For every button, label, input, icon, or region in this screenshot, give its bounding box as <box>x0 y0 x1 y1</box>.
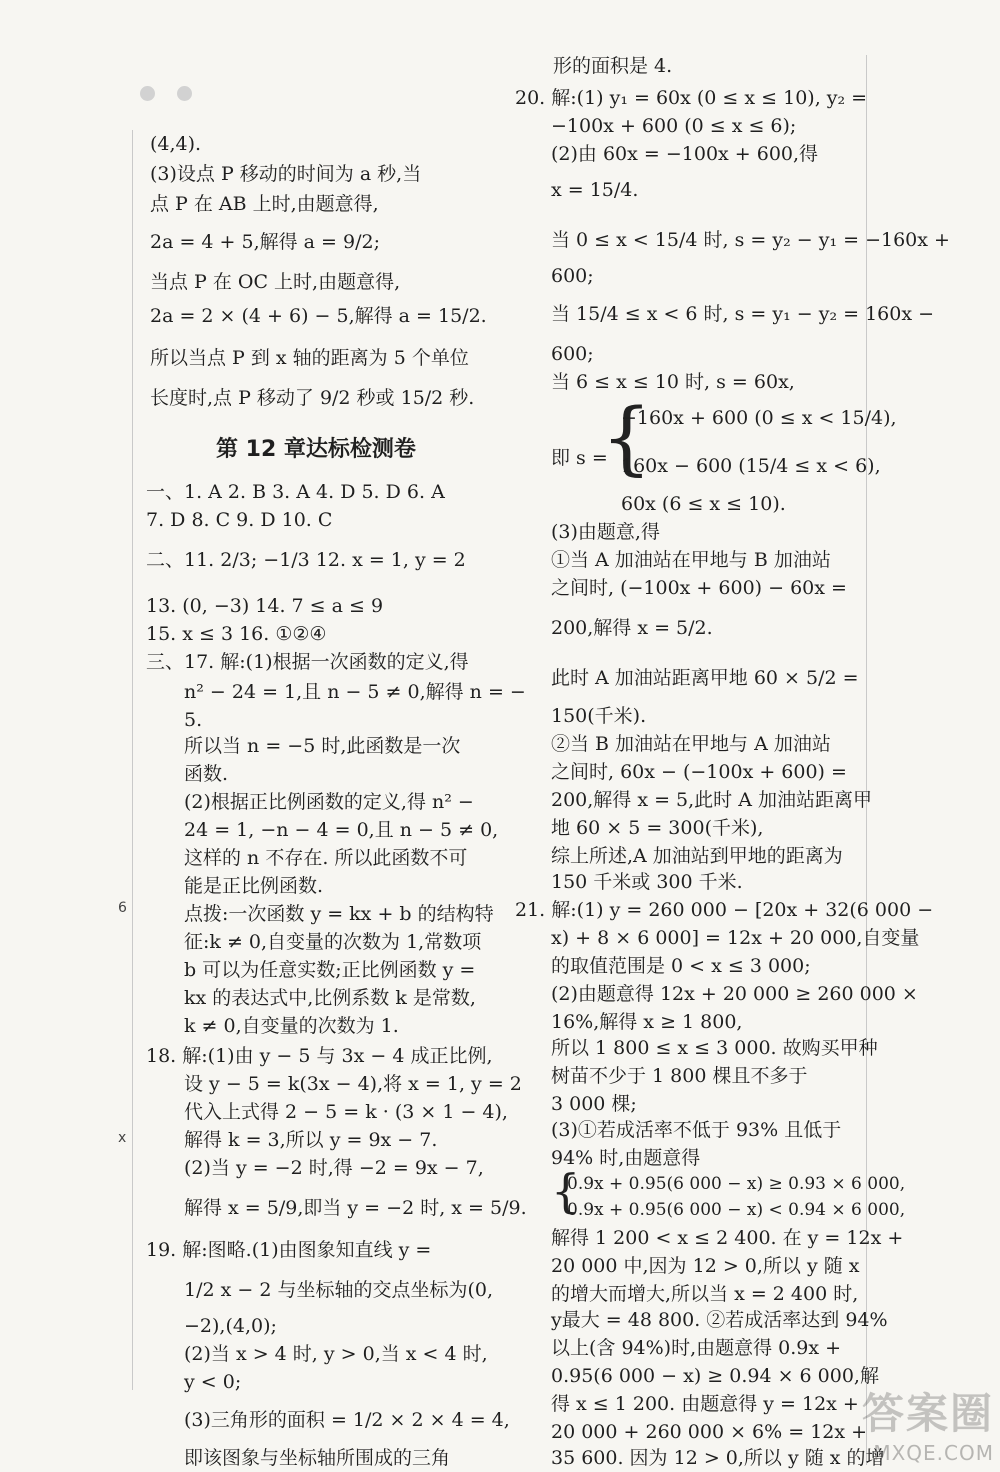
q20-line: −100x + 600 (0 ≤ x ≤ 6); <box>551 115 797 137</box>
q18-line: 设 y − 5 = k(3x − 4),将 x = 1, y = 2 <box>184 1073 522 1095</box>
text-line: 当点 P 在 OC 上时,由题意得, <box>150 271 401 293</box>
q20-part3-line: 此时 A 加油站距离甲地 60 × 5/2 = <box>551 667 859 689</box>
q21-line: 21. 解:(1) y = 260 000 − [20x + 32(6 000 − <box>515 899 934 921</box>
dot-icon <box>140 86 155 101</box>
q20-line: 当 0 ≤ x < 15/4 时, s = y₂ − y₁ = −160x + <box>551 229 950 251</box>
q20-part3-line: 200,解得 x = 5,此时 A 加油站距离甲 <box>551 789 872 811</box>
left-page-rule <box>132 130 133 1390</box>
text-line: 形的面积是 4. <box>553 55 673 77</box>
q21-line: 的取值范围是 0 < x ≤ 3 000; <box>551 955 811 977</box>
piecewise-case: −160x + 600 (0 ≤ x < 15/4), <box>621 407 897 429</box>
q17-tip-line: b 可以为任意实数;正比例函数 y = <box>184 959 476 981</box>
watermark-logo: 答案圈 <box>861 1389 994 1438</box>
decorative-dots <box>140 86 214 105</box>
watermark-url: MXQE.COM <box>873 1441 994 1465</box>
q17-tip-line: 征:k ≠ 0,自变量的次数为 1,常数项 <box>184 931 482 953</box>
q17-line: 三、17. 解:(1)根据一次函数的定义,得 <box>146 651 469 673</box>
q21-line: 以上(含 94%)时,由题意得 0.9x + <box>551 1337 842 1359</box>
q17-line: 5. <box>184 709 203 731</box>
q18-line: 解得 k = 3,所以 y = 9x − 7. <box>184 1129 438 1151</box>
text-line: 点 P 在 AB 上时,由题意得, <box>150 193 379 215</box>
q17-line: 函数. <box>184 763 229 785</box>
q18-line: (2)当 y = −2 时,得 −2 = 9x − 7, <box>184 1157 484 1179</box>
q17-line: 24 = 1, −n − 4 = 0,且 n − 5 ≠ 0, <box>184 819 499 841</box>
q18-line: 解得 x = 5/9,即当 y = −2 时, x = 5/9. <box>184 1197 527 1219</box>
q20-line: 600; <box>551 343 594 365</box>
left-brace-icon: { <box>601 391 652 484</box>
q20-part3-line: (3)由题意,得 <box>551 521 660 543</box>
q20-part3-line: 之间时, (−100x + 600) − 60x = <box>551 577 847 599</box>
q21-line: 20 000 中,因为 12 > 0,所以 y 随 x <box>551 1255 860 1277</box>
text-line: 长度时,点 P 移动了 9/2 秒或 15/2 秒. <box>150 387 475 409</box>
q20-line: x = 15/4. <box>551 179 639 201</box>
q21-line: 所以 1 800 ≤ x ≤ 3 000. 故购买甲种 <box>551 1037 878 1059</box>
q18-line: 18. 解:(1)由 y − 5 与 3x − 4 成正比例, <box>146 1045 493 1067</box>
q20-part3-line: 地 60 × 5 = 300(千米), <box>551 817 764 839</box>
text-line: (3)设点 P 移动的时间为 a 秒,当 <box>150 163 422 185</box>
q21-line: 20 000 + 260 000 × 6% = 12x + <box>551 1421 868 1443</box>
left-brace-icon: { <box>551 1164 581 1218</box>
q21-line: 的增大而增大,所以当 x = 2 400 时, <box>551 1283 859 1305</box>
q21-line: y最大 = 48 800. ②若成活率达到 94% <box>551 1309 888 1331</box>
q21-line: 35 600. 因为 12 > 0,所以 y 随 x 的增 <box>551 1447 885 1469</box>
answer-line: 7. D 8. C 9. D 10. C <box>146 509 333 531</box>
q20-part3-line: 200,解得 x = 5/2. <box>551 617 713 639</box>
answer-line: 二、11. 2/3; −1/3 12. x = 1, y = 2 <box>146 549 466 571</box>
q21-line: 3 000 棵; <box>551 1093 637 1115</box>
q19-line: (2)当 x > 4 时, y > 0,当 x < 4 时, <box>184 1343 488 1365</box>
q20-line: 20. 解:(1) y₁ = 60x (0 ≤ x ≤ 10), y₂ = <box>515 87 868 109</box>
text-line: 所以当点 P 到 x 轴的距离为 5 个单位 <box>150 347 469 369</box>
section-title: 第 12 章达标检测卷 <box>216 437 416 462</box>
q19-line: (3)三角形的面积 = 1/2 × 2 × 4 = 4, <box>184 1409 510 1431</box>
right-page-rule <box>866 55 867 1465</box>
piecewise-case: 160x − 600 (15/4 ≤ x < 6), <box>621 455 881 477</box>
q17-line: 所以当 n = −5 时,此函数是一次 <box>184 735 461 757</box>
answer-line: 15. x ≤ 3 16. ①②④ <box>146 623 327 645</box>
answer-line: 13. (0, −3) 14. 7 ≤ a ≤ 9 <box>146 595 384 617</box>
text-line: 2a = 2 × (4 + 6) − 5,解得 a = 15/2. <box>150 305 487 327</box>
q20-part3-line: 之间时, 60x − (−100x + 600) = <box>551 761 847 783</box>
q21-line: x) + 8 × 6 000] = 12x + 20 000,自变量 <box>551 927 920 949</box>
q17-line: (2)根据正比例函数的定义,得 n² − <box>184 791 474 813</box>
dot-icon <box>177 86 192 101</box>
q21-line: 解得 1 200 < x ≤ 2 400. 在 y = 12x + <box>551 1227 904 1249</box>
answer-line: 一、1. A 2. B 3. A 4. D 5. D 6. A <box>146 481 445 503</box>
q21-line: (3)①若成活率不低于 93% 且低于 <box>551 1119 842 1141</box>
q19-line: 19. 解:图略.(1)由图象知直线 y = <box>146 1239 432 1261</box>
piecewise-label: 即 s = <box>551 447 608 469</box>
margin-mark-6: 6 <box>118 900 127 916</box>
q21-line: 得 x ≤ 1 200. 由题意得 y = 12x + <box>551 1393 859 1415</box>
piecewise-case: 60x (6 ≤ x ≤ 10). <box>621 493 786 515</box>
margin-mark-x: x <box>118 1130 127 1146</box>
q17-tip-line: kx 的表达式中,比例系数 k 是常数, <box>184 987 476 1009</box>
q19-line: −2),(4,0); <box>184 1315 277 1337</box>
q20-part3-line: ②当 B 加油站在甲地与 A 加油站 <box>551 733 831 755</box>
q17-tip-line: k ≠ 0,自变量的次数为 1. <box>184 1015 399 1037</box>
q17-line: n² − 24 = 1,且 n − 5 ≠ 0,解得 n = − <box>184 681 526 703</box>
q20-line: 600; <box>551 265 594 287</box>
q20-line: 当 15/4 ≤ x < 6 时, s = y₁ − y₂ = 160x − <box>551 303 935 325</box>
q20-part3-line: ①当 A 加油站在甲地与 B 加油站 <box>551 549 831 571</box>
q20-line: (2)由 60x = −100x + 600,得 <box>551 143 819 165</box>
q19-line: 即该图象与坐标轴所围成的三角 <box>184 1447 451 1469</box>
q21-line: 树苗不少于 1 800 棵且不多于 <box>551 1065 808 1087</box>
q18-line: 代入上式得 2 − 5 = k · (3 × 1 − 4), <box>184 1101 508 1123</box>
inequality-line: 0.9x + 0.95(6 000 − x) < 0.94 × 6 000, <box>567 1200 906 1220</box>
q17-tip-line: 点拨:一次函数 y = kx + b 的结构特 <box>184 903 494 925</box>
text-line: 2a = 4 + 5,解得 a = 9/2; <box>150 231 380 253</box>
q20-part3-line: 150(千米). <box>551 705 647 727</box>
q19-line: y < 0; <box>184 1371 242 1393</box>
watermark <box>862 1381 994 1465</box>
q20-line: 当 6 ≤ x ≤ 10 时, s = 60x, <box>551 371 795 393</box>
q21-line: (2)由题意得 12x + 20 000 ≥ 260 000 × <box>551 983 918 1005</box>
q21-line: 0.95(6 000 − x) ≥ 0.94 × 6 000,解 <box>551 1365 879 1387</box>
q17-line: 能是正比例函数. <box>184 875 324 897</box>
text-line: (4,4). <box>150 133 202 155</box>
q17-line: 这样的 n 不存在. 所以此函数不可 <box>184 847 468 869</box>
q19-line: 1/2 x − 2 与坐标轴的交点坐标为(0, <box>184 1279 494 1301</box>
q20-part3-line: 150 千米或 300 千米. <box>551 871 743 893</box>
q21-line: 16%,解得 x ≥ 1 800, <box>551 1011 743 1033</box>
q20-part3-line: 综上所述,A 加油站到甲地的距离为 <box>551 845 843 867</box>
inequality-line: 0.9x + 0.95(6 000 − x) ≥ 0.93 × 6 000, <box>567 1174 906 1194</box>
q21-line: 94% 时,由题意得 <box>551 1147 701 1169</box>
